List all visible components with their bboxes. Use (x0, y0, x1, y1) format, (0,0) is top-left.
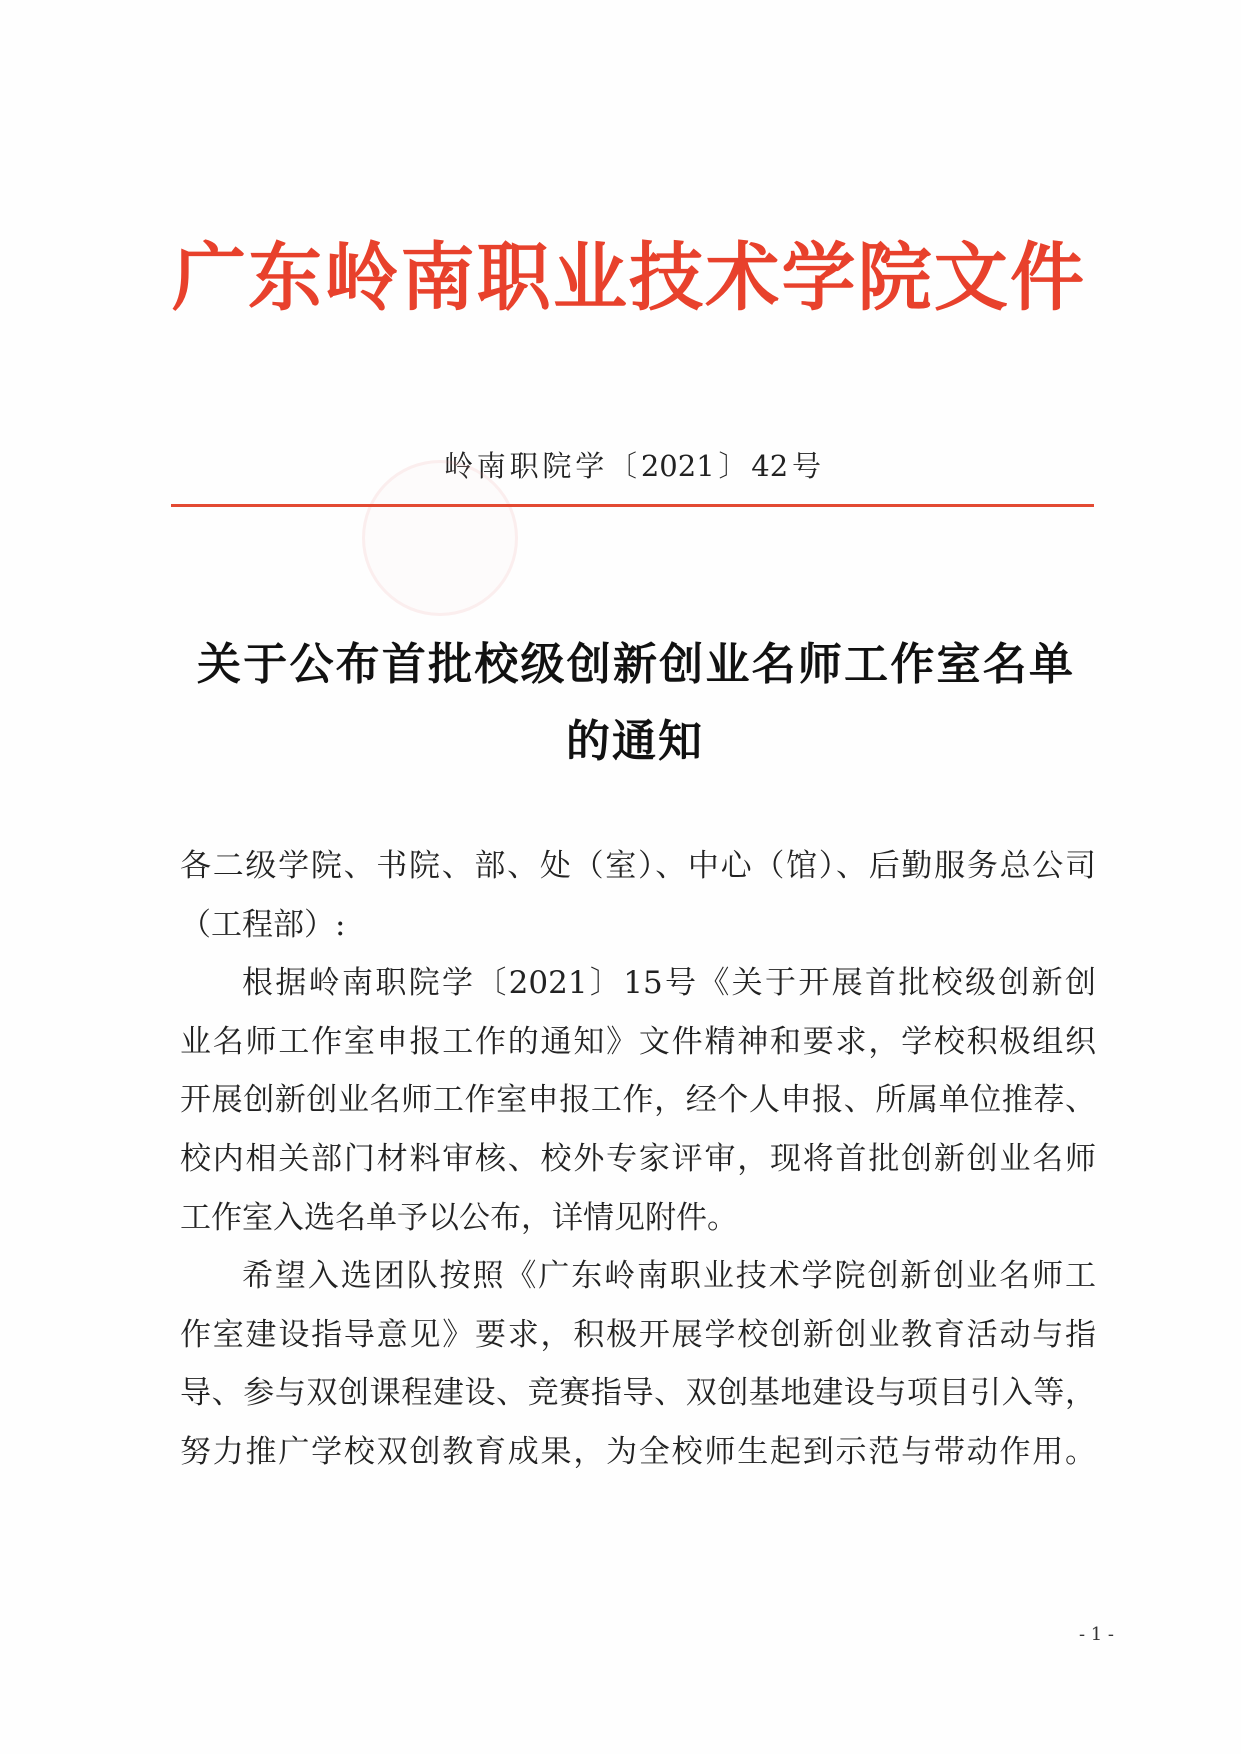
paragraph-1-line: 开展创新创业名师工作室申报工作，经个人申报、所属单位推荐、 (180, 1082, 1096, 1119)
paragraph-2-line: 导、参与双创课程建设、竞赛指导、双创基地建设与项目引入等， (180, 1375, 1096, 1412)
salutation-line: （工程部）: (180, 906, 346, 943)
page-number: - 1 - (1078, 1624, 1114, 1645)
notice-title-line-2: 的通知 (566, 716, 704, 767)
paragraph-1-line: 校内相关部门材料审核、校外专家评审，现将首批创新创业名师 (180, 1140, 1096, 1177)
salutation-line: 各二级学院、书院、部、处（室）、中心（馆）、后勤服务总公司 (180, 848, 1096, 884)
paragraph-1-line: 工作室入选名单予以公布，详情见附件。 (180, 1199, 738, 1236)
paragraph-2-line: 希望入选团队按照《广东岭南职业技术学院创新创业名师工 (242, 1258, 1096, 1295)
header-divider (171, 504, 1094, 507)
notice-body (180, 837, 1096, 1482)
notice-title-line-1: 关于公布首批校级创新创业名师工作室名单 (197, 639, 1073, 690)
paragraph-1-line: 根据岭南职院学〔2021〕15号《关于开展首批校级创新创 (242, 965, 1096, 1002)
paragraph-1-line: 业名师工作室申报工作的通知》文件精神和要求，学校积极组织 (180, 1023, 1096, 1060)
paragraph-2-line: 作室建设指导意见》要求，积极开展学校创新创业教育活动与指 (180, 1316, 1096, 1353)
paragraph-2-line: 努力推广学校双创教育成果，为全校师生起到示范与带动作用。 (180, 1433, 1096, 1470)
document-number: 岭南职院学〔2021〕42号 (444, 449, 821, 483)
faint-seal-mark (362, 460, 518, 616)
document-header-title: 广东岭南职业技术学院文件 (172, 235, 1084, 321)
